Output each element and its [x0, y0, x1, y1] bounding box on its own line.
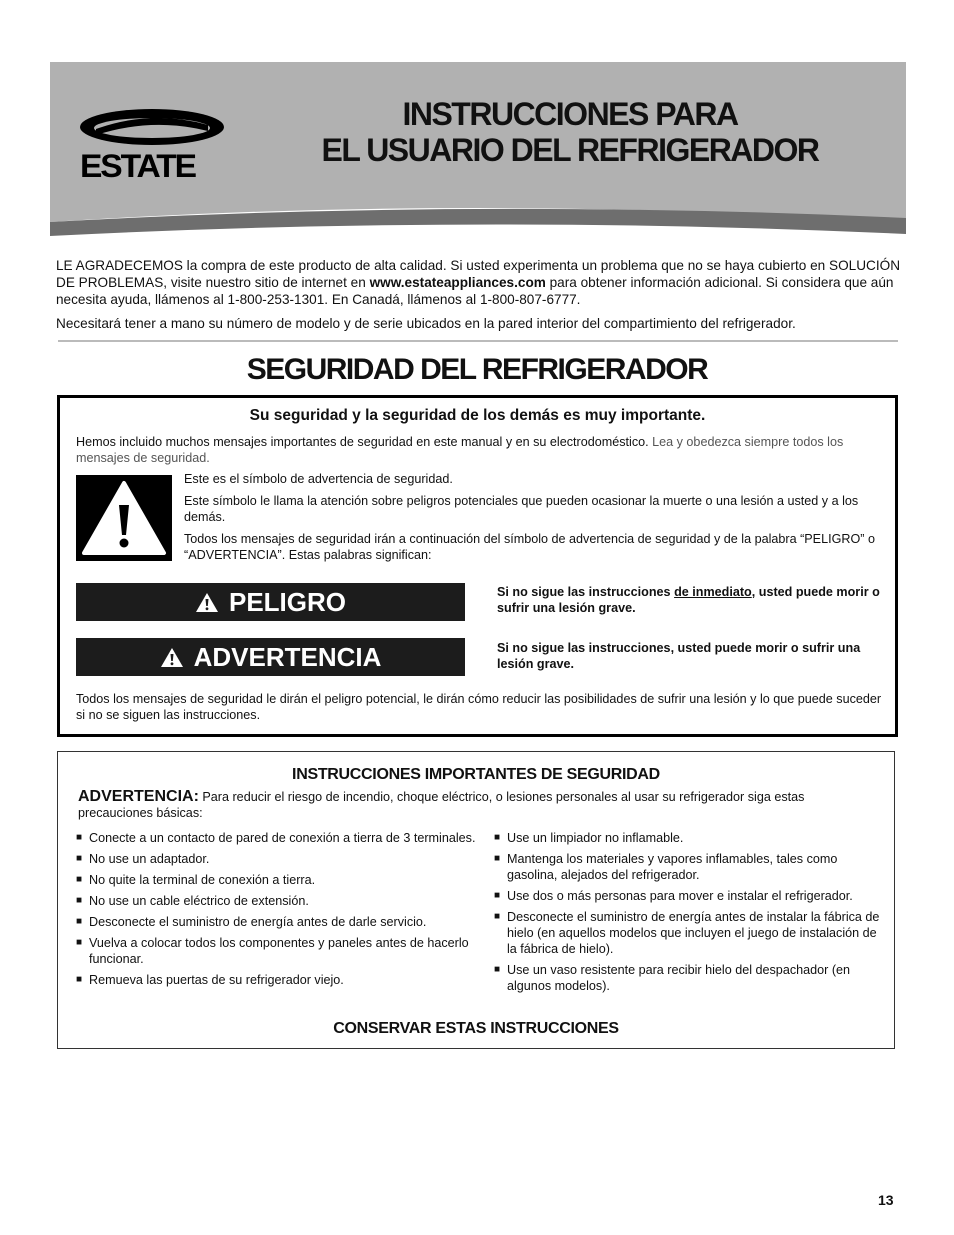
title-line-1: INSTRUCCIONES PARA [402, 96, 738, 132]
warning-triangle-icon [160, 647, 184, 668]
advertencia-label: ADVERTENCIA [193, 642, 382, 672]
safety-intro-main: Hemos incluido muchos mensajes importantes de seguridad en este manual y en su electrodoméstico. [76, 435, 653, 449]
advertencia-description: Si no sigue las instrucciones, usted puede morir o sufrir una lesión grave. [497, 641, 861, 671]
warning-line [78, 789, 878, 821]
list-item: ■ No use un cable eléctrico de extensión. [76, 893, 476, 909]
peligro-label: PELIGRO [228, 587, 346, 617]
instructions-left-list [76, 830, 476, 993]
intro-text-2: para obtener información adicional. Si considera que aún necesita ayuda, llámenos al 1-800-253-1301. En Canadá, llámenos al 1-800-807-6777. [56, 275, 894, 307]
safety-intro [76, 434, 886, 466]
list-item: ■ Use un limpiador no inflamable. [494, 830, 886, 846]
list-item: ■ No use un adaptador. [76, 851, 476, 867]
list-item: ■ Desconecte el suministro de energía antes de darle servicio. [76, 914, 476, 930]
warning-text: Para reducir el riesgo de incendio, choque eléctrico, o lesiones personales al usar su refrigerador siga estas precauciones básicas: [78, 790, 805, 820]
peligro-desc-underlined: de inmediato [674, 585, 752, 599]
instructions-right-list [494, 830, 886, 999]
symbol-line-3: Todos los mensajes de seguridad irán a continuación del símbolo de advertencia de seguridad y de la palabra “PELIGRO” o “ADVERTENCIA”. Estas palabras significan: [184, 532, 875, 562]
list-item: ■ Vuelva a colocar todos los componentes y paneles antes de hacerlo funcionar. [76, 935, 476, 967]
instructions-box [57, 751, 895, 1049]
warning-triangle-icon [195, 592, 219, 613]
page-title [240, 96, 900, 168]
section-title: SEGURIDAD DEL REFRIGERADOR [246, 353, 708, 386]
advertencia-signal-word [76, 638, 465, 676]
list-item: ■ Use un vaso resistente para recibir hielo del despachador (en algunos modelos). [494, 962, 886, 994]
warning-label: ADVERTENCIA: [78, 788, 199, 805]
list-item: ■ Mantenga los materiales y vapores inflamables, tales como gasolina, alejados del refrigerador. [494, 851, 886, 883]
brand-wordmark: ESTATE [80, 148, 195, 184]
list-item: ■ Conecte a un contacto de pared de conexión a tierra de 3 terminales. [76, 830, 476, 846]
symbol-line-2: Este símbolo le llama la atención sobre peligros potenciales que pueden ocasionar la muerte o una lesión a usted y a los demás. [184, 494, 859, 524]
safety-alert-symbol [76, 475, 172, 561]
warning-triangle-icon [76, 475, 172, 561]
model-note: Necesitará tener a mano su número de modelo y de serie ubicados en la pared interior del compartimiento del refrigerador. [56, 316, 796, 331]
list-item: ■ No quite la terminal de conexión a tierra. [76, 872, 476, 888]
safety-headline: Su seguridad y la seguridad de los demás es muy importante. [249, 407, 706, 424]
safety-box [57, 395, 898, 737]
website-link[interactable]: www.estateappliances.com [369, 275, 546, 290]
divider [58, 340, 898, 342]
peligro-description [497, 584, 887, 616]
peligro-signal-word [76, 583, 465, 621]
header-swoosh [50, 200, 906, 256]
intro-text-1: LE AGRADECEMOS la compra de este producto de alta calidad. Si usted experimenta un problema que no se haya cubierto en SOLUCIÓN DE PROBLEMAS, visite nuestro sitio de internet en [56, 258, 901, 290]
page-number: 13 [878, 1192, 894, 1208]
instructions-title: INSTRUCCIONES IMPORTANTES DE SEGURIDAD [292, 766, 660, 783]
intro-paragraph [56, 257, 906, 308]
symbol-line-1: Este es el símbolo de advertencia de seguridad. [184, 472, 453, 486]
keep-instructions: CONSERVAR ESTAS INSTRUCCIONES [333, 1020, 619, 1037]
list-item: ■ Use dos o más personas para mover e instalar el refrigerador. [494, 888, 886, 904]
title-line-2: EL USUARIO DEL REFRIGERADOR [321, 132, 819, 168]
safety-closing: Todos los mensajes de seguridad le dirán el peligro potencial, le dirán cómo reducir las posibilidades de sufrir una lesión y lo que puede suceder si no se siguen las instrucciones. [76, 692, 882, 722]
peligro-desc-a: Si no sigue las instrucciones [497, 585, 675, 599]
safety-intro-soft: Lea y obedezca siempre todos los mensajes de seguridad. [76, 435, 844, 465]
peligro-desc-b: , usted puede morir o sufrir una lesión grave. [497, 585, 880, 615]
list-item: ■ Desconecte el suministro de energía antes de instalar la fábrica de hielo (en aquellos modelos que incluyen el juego de instalación de la fábrica de hielo). [494, 909, 886, 957]
symbol-explanation [184, 471, 884, 569]
list-item: ■ Remueva las puertas de su refrigerador viejo. [76, 972, 476, 988]
